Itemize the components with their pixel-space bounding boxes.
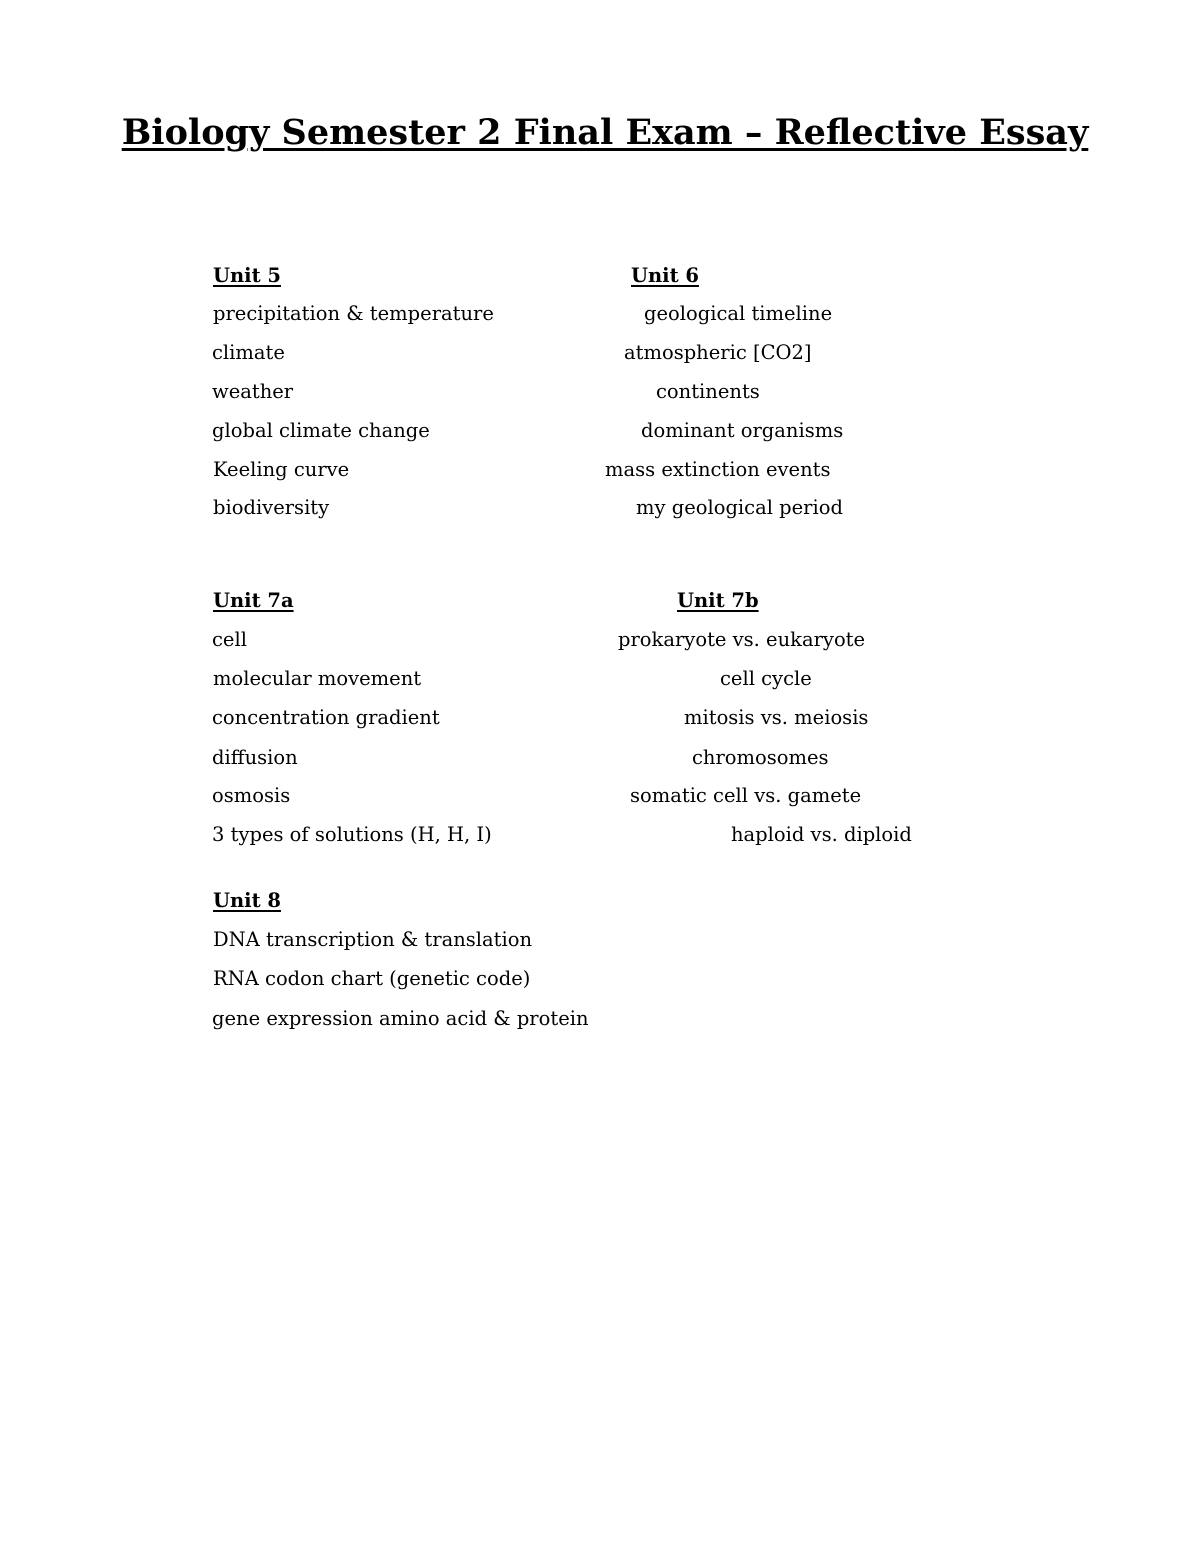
unit-heading: Unit 7b [677,589,759,612]
list-item: climate [212,341,285,364]
list-item: geological timeline [644,302,833,325]
list-item: continents [656,380,760,403]
list-item: diffusion [212,746,298,769]
list-item: Keeling curve [213,458,350,481]
list-item: atmospheric [CO2] [624,341,812,364]
list-item: global climate change [212,419,430,442]
list-item: prokaryote vs. eukaryote [618,628,866,651]
list-item: precipitation & temperature [213,302,494,325]
unit-heading: Unit 8 [213,889,281,912]
list-item: mitosis vs. meiosis [684,706,869,729]
list-item: DNA transcription & translation [213,928,532,951]
list-item: RNA codon chart (genetic code) [213,967,531,990]
list-item: gene expression amino acid & protein [212,1007,589,1030]
unit-heading: Unit 7a [213,589,294,612]
list-item: weather [212,380,294,403]
list-item: dominant organisms [641,419,844,442]
list-item: haploid vs. diploid [731,823,912,846]
list-item: mass extinction events [605,458,831,481]
list-item: 3 types of solutions (H, H, I) [212,823,492,846]
list-item: biodiversity [213,496,330,519]
page-title: Biology Semester 2 Final Exam – Reflective Essay [121,112,1089,153]
unit-heading: Unit 6 [631,264,699,287]
list-item: cell [212,628,247,651]
list-item: molecular movement [213,667,422,690]
list-item: my geological period [636,496,843,519]
list-item: cell cycle [720,667,812,690]
list-item: concentration gradient [212,706,440,729]
list-item: chromosomes [692,746,829,769]
list-item: osmosis [212,784,291,807]
list-item: somatic cell vs. gamete [630,784,862,807]
unit-heading: Unit 5 [213,264,281,287]
